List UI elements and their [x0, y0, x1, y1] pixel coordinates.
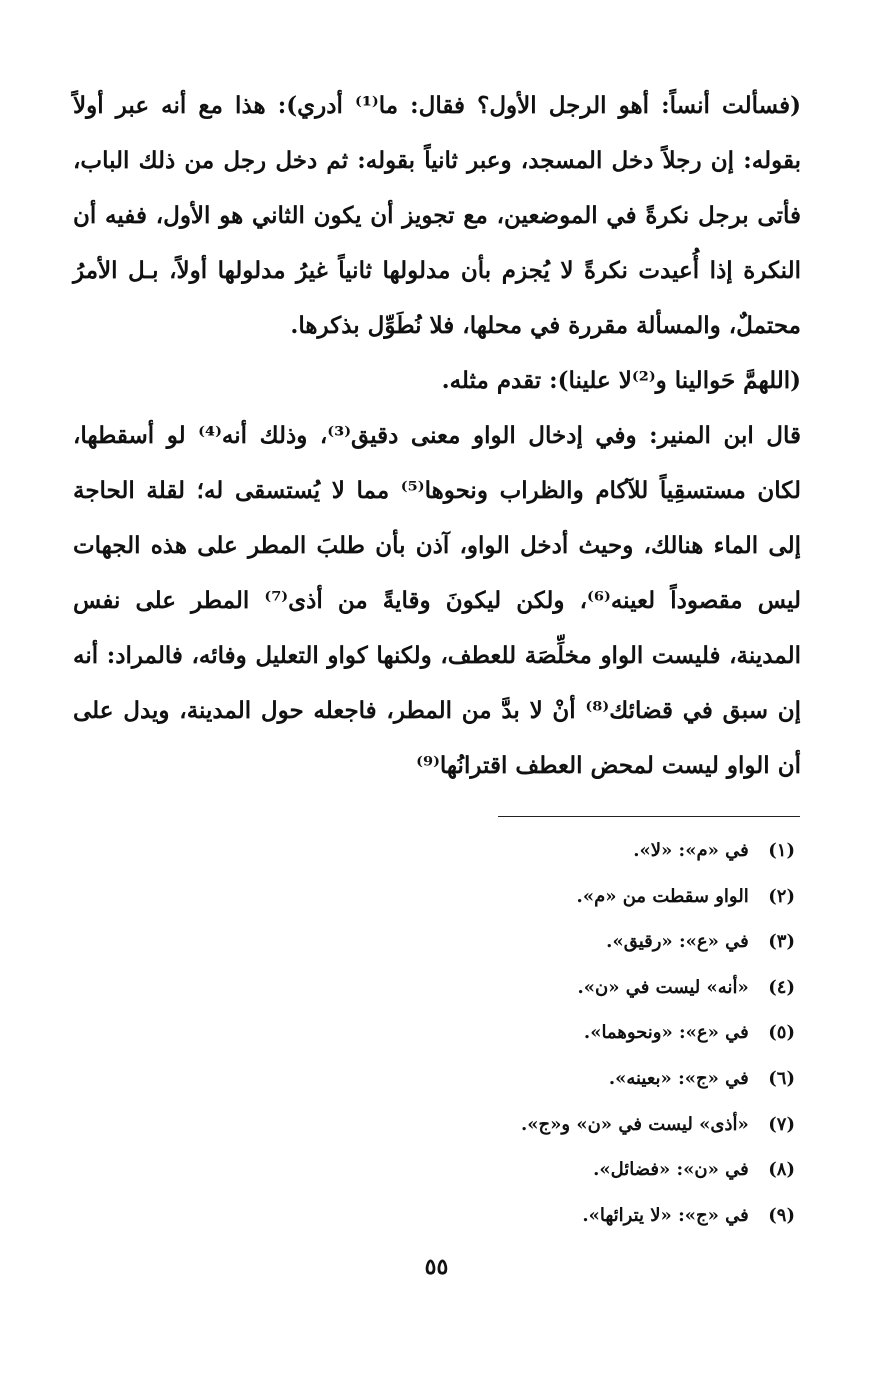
- footnote-text: الواو سقطت من «م».: [576, 885, 749, 907]
- footnote-number: (٣): [768, 931, 795, 953]
- footnote-number: (١): [768, 840, 795, 861]
- footnote-number: (٦): [768, 1067, 795, 1089]
- footnote-number: (٤): [768, 976, 795, 998]
- footnote-number: (٥): [768, 1022, 795, 1044]
- footnote: [375, 1056, 795, 1102]
- footnote-separator: [498, 816, 800, 817]
- main-text: [73, 78, 801, 793]
- paragraph: (اللهمَّ حَوالينا و⁽²⁾لا علينا): تقدم مثله.: [441, 367, 801, 394]
- paragraph: (فسألت أنساً: أهو الرجل الأول؟ فقال: ما⁽¹⁾ أدري): هذا مع أنه عبر أولاً بقوله: إن رجلاً دخل المسجد، وعبر ثانياً بقوله: ثم دخل رجل من ذلك الباب، فأتى برجل نكرةً في الموضعين، مع تجويز أن يكون الثاني هو الأول، ففيه أن النكرة إذا أُعيدت نكرةً لا يُجزم بأن مدلولها ثانياً غيرُ مدلولها أولاً، بـل الأمرُ محتملٌ، والمسألة مقررة في محلها، فلا نُطَوِّل بذكرها.: [73, 92, 801, 339]
- footnote-number: (٢): [768, 885, 795, 907]
- footnote: [375, 1102, 795, 1148]
- footnote-number: (٧): [768, 1113, 795, 1135]
- footnote-text: «أذى» ليست في «ن» و«ج».: [520, 1113, 749, 1135]
- footnote-text: في «م»: «لا».: [633, 840, 749, 861]
- footnote: [375, 965, 795, 1011]
- footnote: [375, 1193, 795, 1239]
- footnote-text: في «ج»: «لا يترائها».: [582, 1204, 749, 1226]
- footnote: [375, 874, 795, 920]
- footnote-number: (٨): [768, 1159, 795, 1181]
- footnote-text: في «ج»: «بعينه».: [608, 1067, 749, 1089]
- footnote-text: في «ع»: «رقيق».: [606, 931, 749, 953]
- footnote-number: (٩): [768, 1204, 795, 1226]
- footnote-text: «أنه» ليست في «ن».: [577, 976, 749, 998]
- footnote: [375, 828, 795, 874]
- footnote: [375, 919, 795, 965]
- footnote: [375, 1147, 795, 1193]
- paragraph: قال ابن المنير: وفي إدخال الواو معنى دقيق⁽³⁾، وذلك أنه⁽⁴⁾ لو أسقطها، لكان مستسقِياً للآكام والظراب ونحوها⁽⁵⁾ مما لا يُستسقى له؛ لقلة الحاجة إلى الماء هنالك، وحيث أدخل الواو، آذن بأن طلبَ المطر على هذه الجهات ليس مقصوداً لعينه⁽⁶⁾، ولكن ليكونَ وقايةً من أذى⁽⁷⁾ المطر على نفس المدينة، فليست الواو مخلِّصَة للعطف، ولكنها كواو التعليل وفائه، فالمراد: أنه إن سبق في قضائك⁽⁸⁾ أنْ لا بدَّ من المطر، فاجعله حول المدينة، ويدل على أن الواو ليست لمحض العطف اقترانُها⁽⁹⁾: [73, 422, 802, 779]
- footnote: [375, 1010, 795, 1056]
- footnotes-list: [375, 828, 795, 1238]
- page-number: ٥٥: [424, 1254, 449, 1280]
- footnote-text: في «ن»: «فضائل».: [593, 1159, 749, 1181]
- footnote-text: في «ع»: «ونحوهما».: [583, 1022, 749, 1044]
